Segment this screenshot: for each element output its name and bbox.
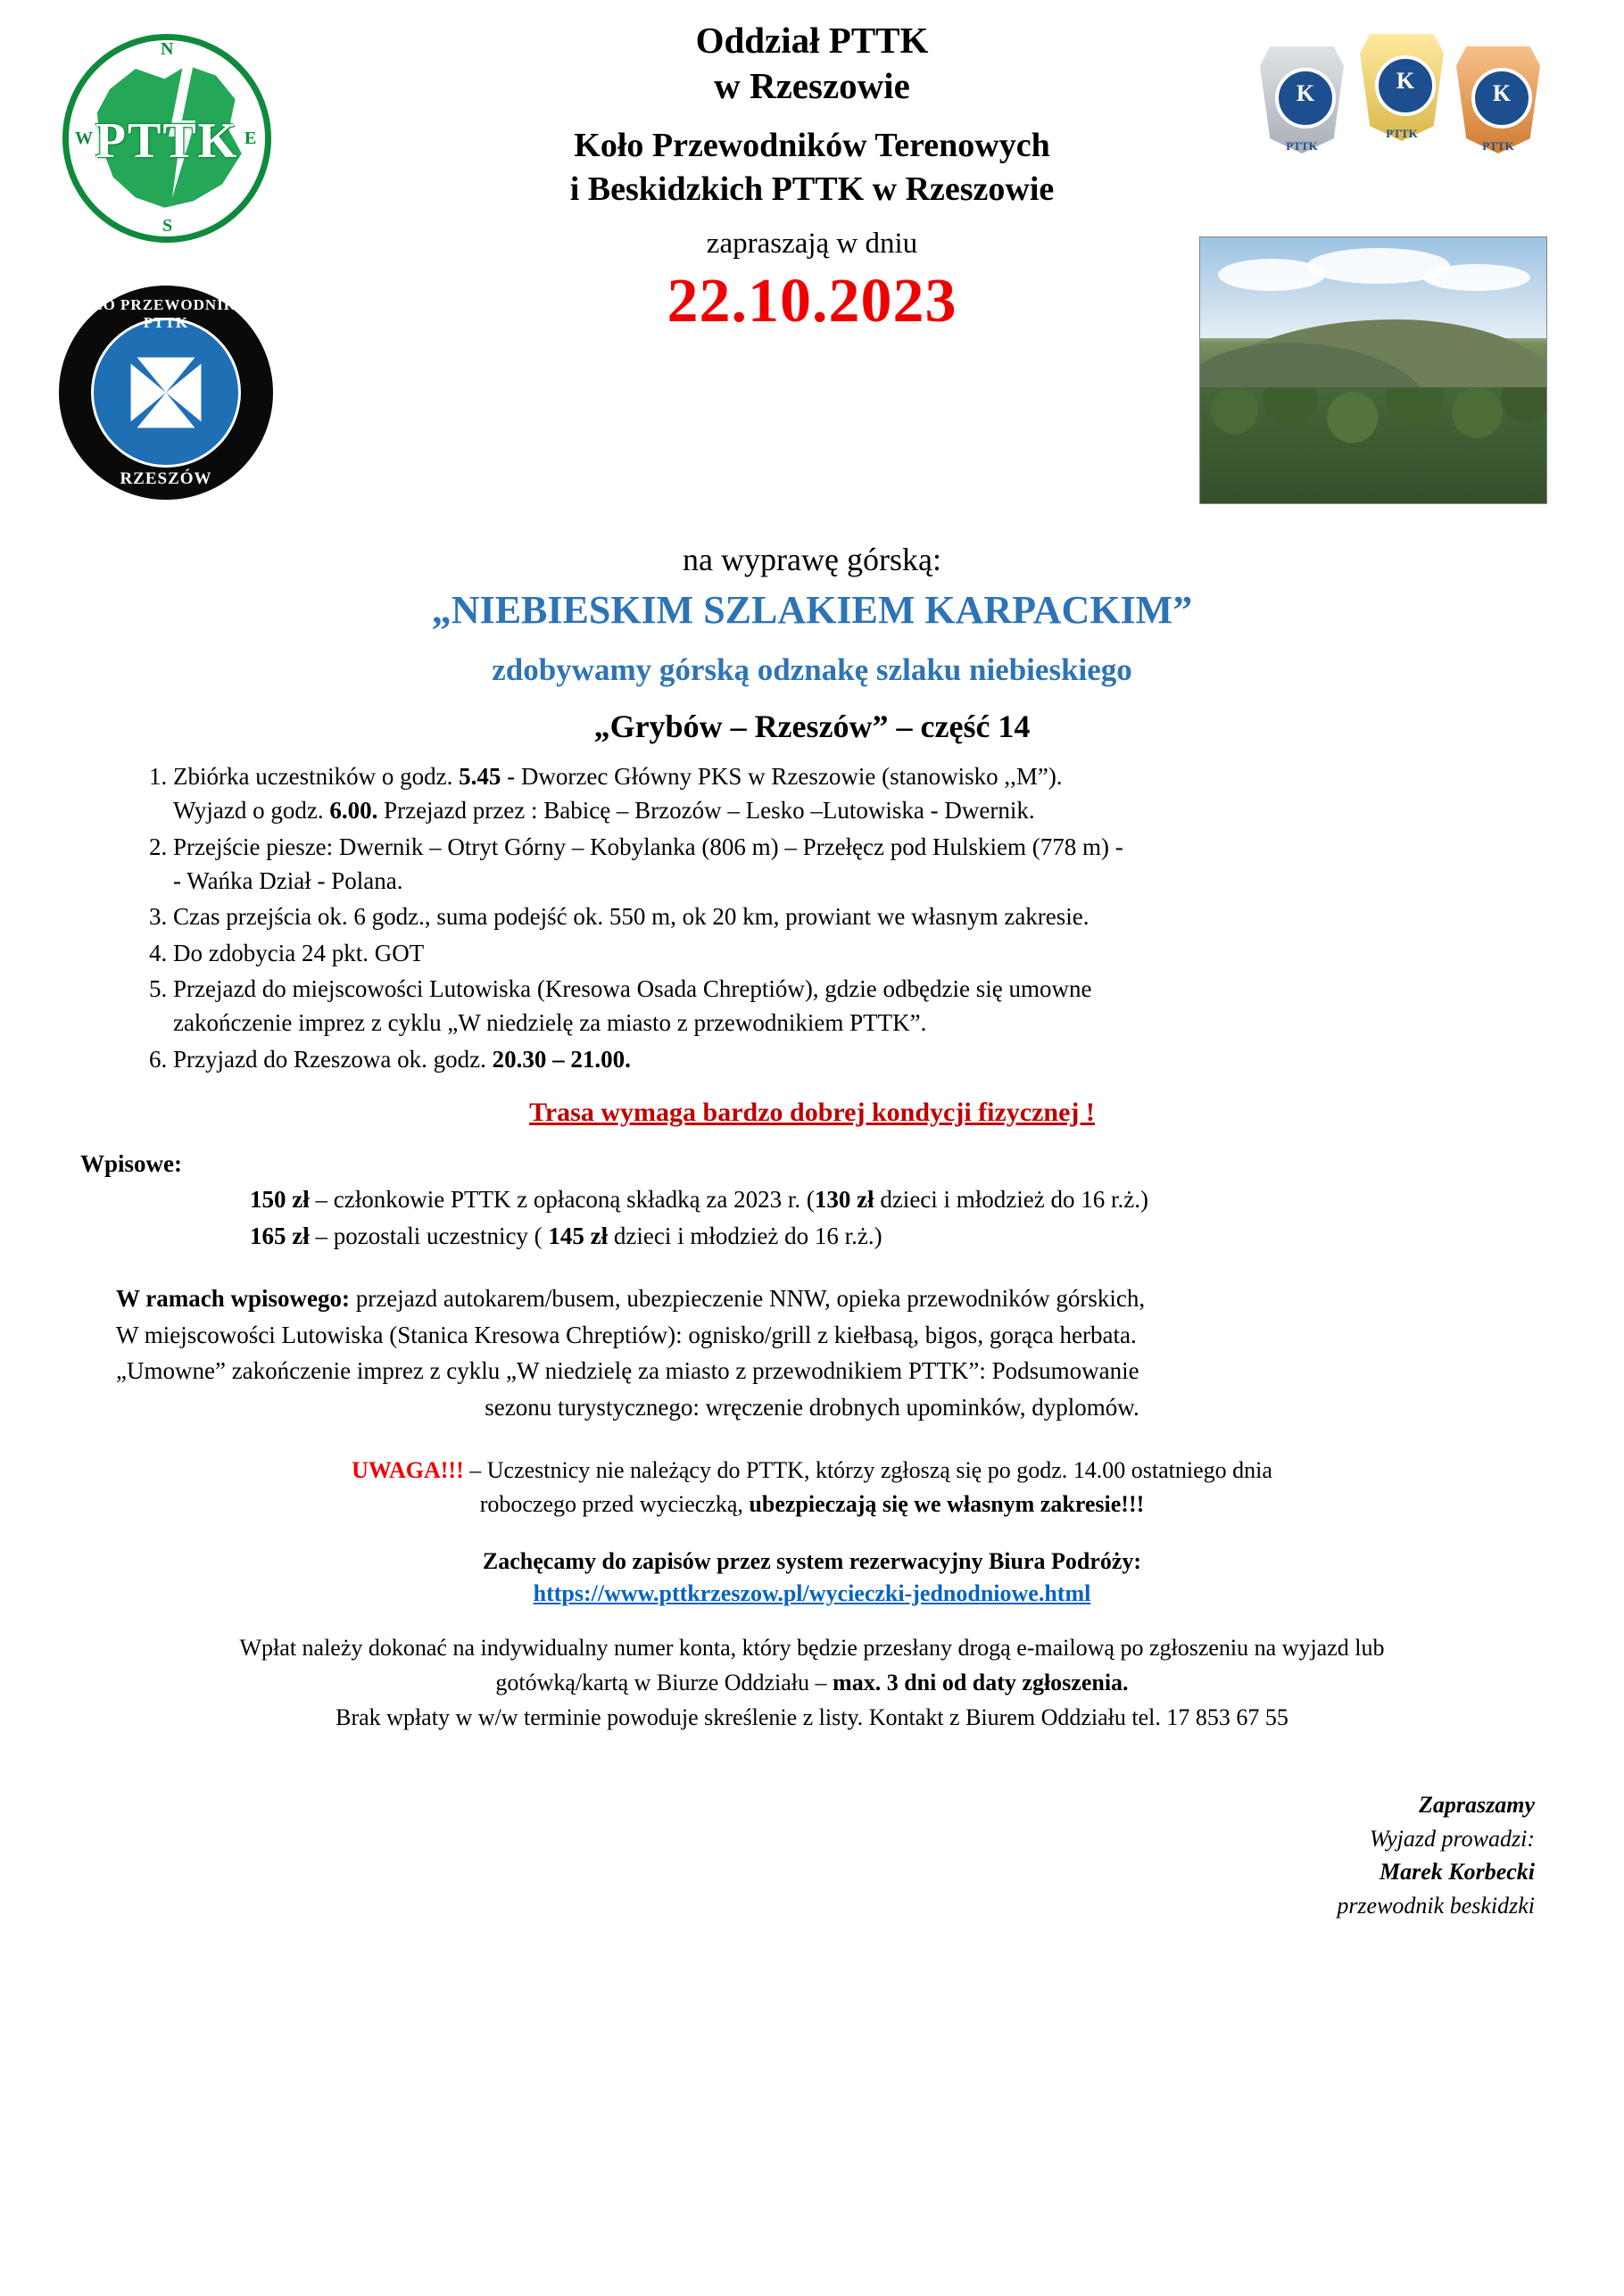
payment-line-2 <box>89 1665 1535 1700</box>
included-line-4: sezonu turystycznego: wręczenie drobnych upominków, dyplomów. <box>485 1393 1139 1421</box>
list-item <box>173 759 1490 828</box>
booking-section <box>0 1548 1624 1607</box>
text: - Dworzec Główny PKS w Rzeszowie (stanowisko ,,M”). <box>501 763 1063 790</box>
text: dzieci i młodzież do 16 r.ż.) <box>608 1222 882 1249</box>
text: Przyjazd do Rzeszowa ok. godz. <box>173 1045 493 1073</box>
insurance-notice <box>205 1454 1419 1521</box>
program-item-1-line-2 <box>173 793 1490 827</box>
pttk-logo <box>55 27 278 250</box>
list-item <box>173 899 1490 933</box>
time-value: 20.30 – 21.00. <box>492 1045 631 1073</box>
text: Wyjazd o godz. <box>173 797 330 825</box>
kolo-przewodnikow-logo <box>59 286 273 500</box>
program-item-5-line-2: zakończenie imprez z cyklu „W niedzielę za miasto z przewodnikiem PTTK”. <box>173 1009 927 1037</box>
payment-line-1: Wpłat należy dokonać na indywidualny numer konta, który będzie przesłany drogą e-mailową po zgłoszeniu na wyjazd lub <box>239 1634 1385 1661</box>
included-line-1 <box>116 1281 1508 1317</box>
circle-line-1: Koło Przewodników Terenowych <box>574 126 1050 164</box>
photo-cloud <box>1423 264 1530 291</box>
text: – Uczestnicy nie należący do PTTK, którzy zgłoszą się po godz. 14.00 ostatniego dnia <box>463 1457 1272 1484</box>
fee-line-members <box>250 1181 1544 1218</box>
compass-south-label: S <box>162 216 173 236</box>
pttk-logo-text: PTTK <box>95 113 239 169</box>
signature-role-intro: Wyjazd prowadzi: <box>1369 1825 1535 1852</box>
badge-label: PTTK <box>1482 139 1514 153</box>
text: roboczego przed wycieczką, <box>479 1491 750 1518</box>
signature-block <box>0 1788 1535 1923</box>
text: Zbiórka uczestników o godz. <box>173 763 460 790</box>
trip-title: „NIEBIESKIM SZLAKIEM KARPACKIM” <box>431 588 1193 632</box>
circle-name <box>294 124 1330 212</box>
signature-greeting: Zapraszamy <box>1419 1791 1535 1818</box>
notice-emphasis: ubezpieczają się we własnym zakresie!!! <box>749 1491 1145 1518</box>
list-item <box>173 972 1490 1040</box>
badge-bronze <box>1449 32 1547 166</box>
included-line-3: „Umowne” zakończenie imprez z cyklu „W niedzielę za miasto z przewodnikiem PTTK”: Podsumowanie <box>116 1357 1139 1385</box>
program-item-2-line-2: - Wańka Dział - Polana. <box>173 866 403 894</box>
included-section <box>116 1281 1508 1425</box>
signature-role: przewodnik beskidzki <box>1337 1892 1535 1919</box>
program-item-5-line-1: 5. Przejazd do miejscowości Lutowiska (Kresowa Osada Chreptiów), gdzie odbędzie się umowne <box>173 974 1092 1002</box>
fees-section <box>80 1146 1544 1255</box>
organization-line-1: Oddział PTTK <box>695 20 929 61</box>
event-date: 22.10.2023 <box>667 267 957 336</box>
text: dzieci i młodzież do 16 r.ż.) <box>874 1186 1148 1214</box>
program-item-4: 4. Do zdobycia 24 pkt. GOT <box>173 939 425 966</box>
program-item-3: 3. Czas przejścia ok. 6 godz., suma podejść ok. 550 m, ok 20 km, prowiant we własnym zakresie. <box>173 903 1090 931</box>
invite-line: zapraszają w dniu <box>706 228 918 261</box>
title-block <box>0 541 1624 745</box>
trip-subtitle-section: „Grybów – Rzeszów” – część 14 <box>593 709 1031 744</box>
badge-gold <box>1353 20 1451 153</box>
fee-amount-members: 150 zł <box>250 1186 310 1214</box>
fitness-warning: Trasa wymaga bardzo dobrej kondycji fizycznej ! <box>529 1097 1095 1127</box>
fees-label: Wpisowe: <box>80 1149 182 1177</box>
program-item-6 <box>173 1042 1490 1076</box>
trip-subtitle-badge: zdobywamy górską odznakę szlaku niebieskiego <box>492 652 1132 687</box>
notice-line-2 <box>205 1488 1419 1521</box>
kolo-logo-bottom-text: RZESZÓW <box>120 469 212 488</box>
text: gotówką/kartą w Biurze Oddziału – <box>495 1669 833 1695</box>
poster-header <box>0 0 1624 535</box>
booking-text: Zachęcamy do zapisów przez system rezerwacyjny Biura Podróży: <box>482 1547 1142 1574</box>
circle-line-2: i Beskidzkich PTTK w Rzeszowie <box>569 170 1055 208</box>
compass-west-label: W <box>75 128 93 148</box>
compass-east-label: E <box>244 128 257 148</box>
payment-deadline: max. 3 dni od daty zgłoszenia. <box>833 1669 1129 1695</box>
trip-intro: na wyprawę górską: <box>683 542 941 577</box>
text: – członkowie PTTK z opłaconą składką za 2023 r. ( <box>309 1186 815 1214</box>
fee-amount-members-children: 130 zł <box>814 1186 874 1214</box>
photo-forest <box>1200 387 1546 503</box>
badge-emblem-icon <box>1375 55 1436 116</box>
organization-line-2: w Rzeszowie <box>714 65 910 107</box>
list-item <box>173 830 1490 899</box>
included-label: W ramach wpisowego: <box>116 1285 350 1313</box>
included-line-2: W miejscowości Lutowiska (Stanica Kresowa Chreptiów): ognisko/grill z kiełbasą, bigos, gorąca herbata. <box>116 1321 1137 1348</box>
list-item <box>173 1042 1490 1076</box>
badge-emblem-icon <box>1471 68 1532 128</box>
program-item-2-line-1: 2. Przejście piesze: Dwernik – Otryt Górny – Kobylanka (806 m) – Przełęcz pod Hulskiem (778 m) - <box>173 833 1123 860</box>
compass-north-label: N <box>161 39 174 59</box>
header-text-block <box>294 18 1330 341</box>
booking-link[interactable]: https://www.pttkrzeszow.pl/wycieczki-jednodniowe.html <box>533 1579 1091 1606</box>
payment-info <box>89 1630 1535 1735</box>
time-value: 6.00. <box>329 797 378 825</box>
badge-letter: K <box>1396 68 1415 94</box>
list-item <box>173 936 1490 970</box>
program-item-1-line-1 <box>173 759 1490 793</box>
text: – pozostali uczestnicy ( <box>309 1222 549 1249</box>
program-list <box>134 759 1490 1076</box>
fee-amount-others: 165 zł <box>250 1222 310 1249</box>
fee-line-others <box>250 1218 1544 1255</box>
notice-line-1 <box>205 1454 1419 1488</box>
signature-name: Marek Korbecki <box>1379 1859 1535 1886</box>
payment-line-3: Brak wpłaty w w/w terminie powoduje skreślenie z listy. Kontakt z Biurem Oddziału tel. 17 853 67 55 <box>336 1703 1288 1730</box>
organization-name <box>294 18 1330 110</box>
badge-letter: K <box>1296 80 1315 106</box>
fee-amount-others-children: 145 zł <box>548 1222 609 1249</box>
kolo-logo-top-text: KOŁO PRZEWODNIKÓW PTTK <box>66 296 266 331</box>
time-value: 5.45 <box>459 763 501 790</box>
badge-label: PTTK <box>1286 139 1318 153</box>
badge-letter: K <box>1492 80 1512 106</box>
text: przejazd autokarem/busem, ubezpieczenie NNW, opieka przewodników górskich, <box>349 1285 1146 1313</box>
notice-tag: UWAGA!!! <box>352 1457 464 1484</box>
badge-label: PTTK <box>1386 127 1418 140</box>
text: Przejazd przez : Babicę – Brzozów – Lesko –Lutowiska - Dwernik. <box>377 797 1035 825</box>
